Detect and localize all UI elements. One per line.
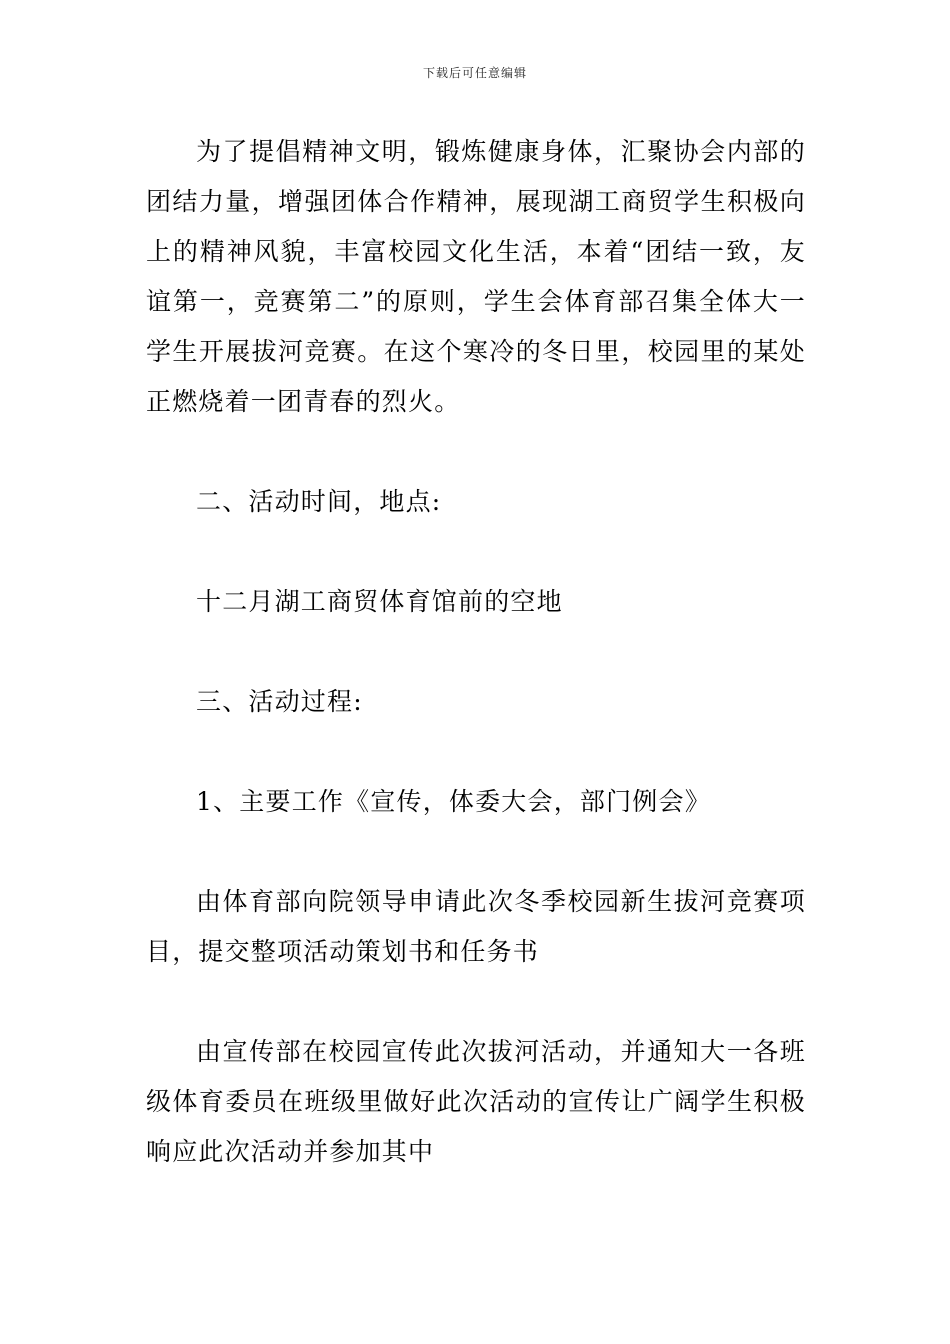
subheading-main-work: 1、主要工作《宣传，体委大会，部门例会》 — [196, 787, 711, 816]
paragraph-application: 由体育部向院领导申请此次冬季校园新生拔河竞赛项目，提交整项活动策划书和任务书 — [146, 887, 806, 966]
paragraph-intro: 为了提倡精神文明，锻炼健康身体，汇聚协会内部的团结力量，增强团体合作精神，展现湖工商贸学生积极向上的精神风貌，丰富校园文化生活，本着“团结一致，友谊第一，竞赛第二”的原则，学生会体育部召集全体大一学生开展拔河竞赛。在这个寒冷的冬日里，校园里的某处正燃烧着一团青春的烈火。 — [146, 137, 806, 416]
page-header: 下载后可任意编辑 — [422, 66, 527, 80]
paragraph-spacer — [146, 627, 806, 677]
paragraph-spacer — [146, 427, 806, 477]
paragraph-spacer — [146, 527, 806, 577]
paragraph-spacer — [146, 727, 806, 777]
section-heading-time-place: 二、活动时间，地点: — [196, 487, 442, 516]
paragraph-location: 十二月湖工商贸体育馆前的空地 — [196, 587, 563, 616]
paragraph-spacer — [146, 977, 806, 1027]
section-heading-process: 三、活动过程: — [196, 687, 363, 716]
document-body — [146, 127, 806, 1177]
paragraph-publicity: 由宣传部在校园宣传此次拔河活动，并通知大一各班级体育委员在班级里做好此次活动的宣传让广阔学生积极响应此次活动并参加其中 — [146, 1037, 806, 1166]
paragraph-spacer — [146, 827, 806, 877]
